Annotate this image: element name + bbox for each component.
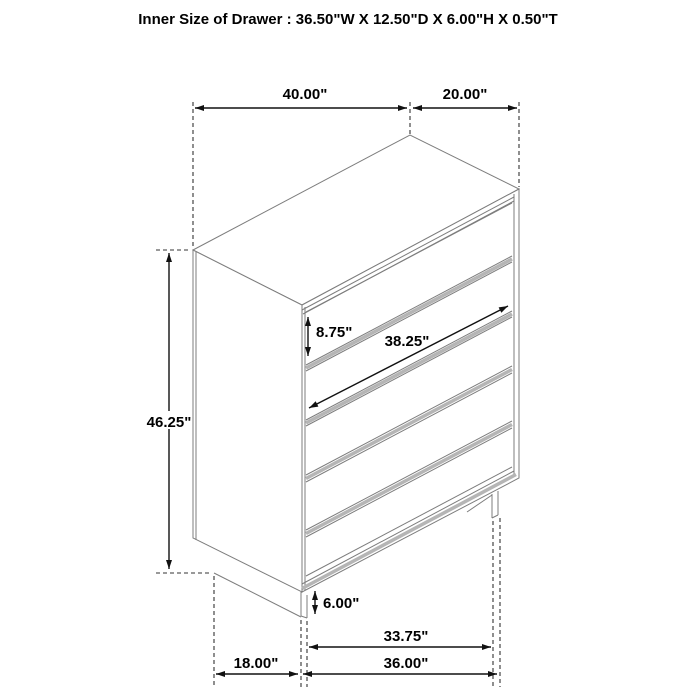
label-overall-height: 46.25" (146, 414, 192, 431)
dim-base-side-depth (216, 655, 298, 674)
label-drawer-front-width: 38.25" (384, 333, 430, 350)
label-top-width: 40.00" (282, 86, 328, 103)
label-base-front-width: 36.00" (383, 655, 429, 672)
label-drawer-front-height: 8.75" (316, 324, 353, 341)
label-base-inner-width: 33.75" (383, 628, 429, 645)
dim-overall-height (147, 253, 192, 569)
cabinet-side-panel (193, 250, 302, 617)
dim-top-width (195, 86, 407, 108)
front-leg (301, 592, 307, 618)
label-top-depth: 20.00" (442, 86, 488, 103)
label-leg-height: 6.00" (323, 595, 360, 612)
cabinet-drawing (193, 135, 519, 618)
dim-base-front-width (303, 655, 497, 674)
dim-base-inner-width (309, 628, 491, 647)
dim-leg-height (315, 591, 359, 614)
dim-top-depth (413, 86, 517, 108)
label-base-side-depth: 18.00" (233, 655, 279, 672)
diagram-title: Inner Size of Drawer : 36.50"W X 12.50"D X 6.00"H X 0.50"T (138, 11, 558, 28)
